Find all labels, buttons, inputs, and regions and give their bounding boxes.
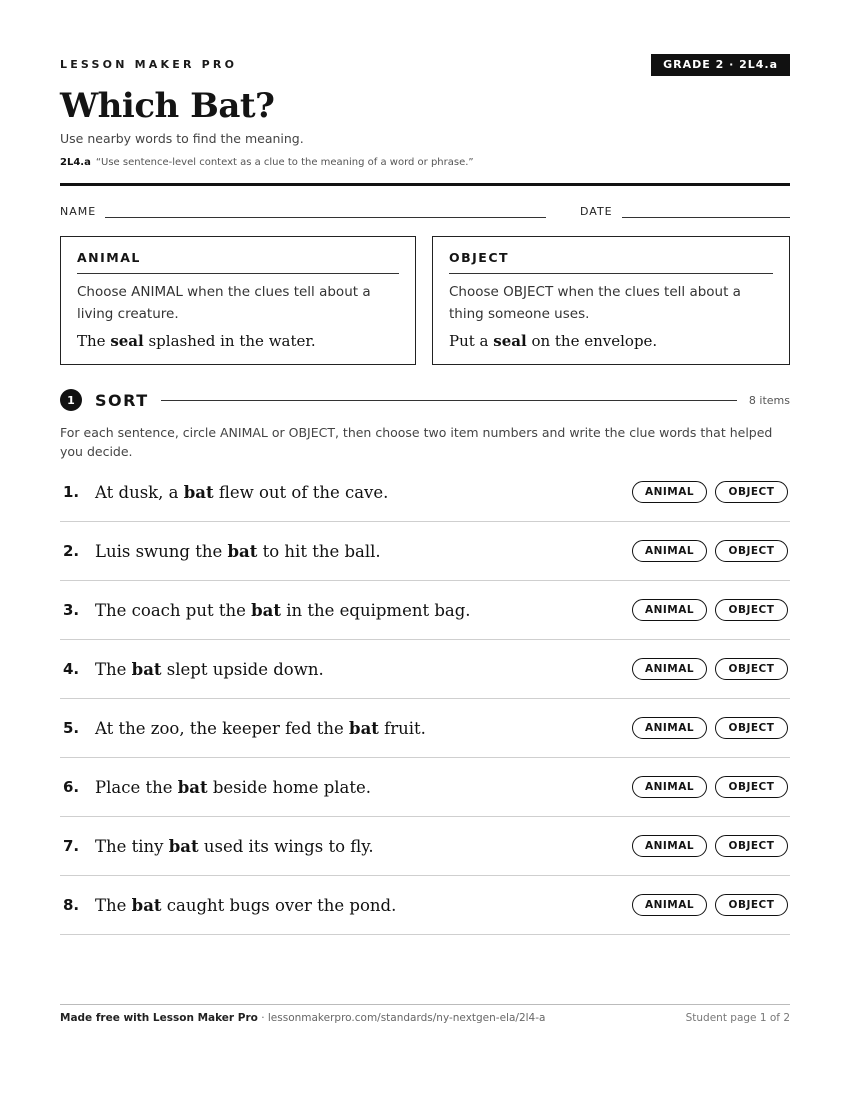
- object-choice[interactable]: OBJECT: [715, 599, 788, 621]
- section-header: [60, 388, 790, 412]
- item-number: 4.: [63, 660, 80, 678]
- list-item: [60, 640, 790, 699]
- animal-choice[interactable]: ANIMAL: [632, 776, 707, 798]
- item-sentence: Luis swung the bat to hit the ball.: [95, 541, 381, 561]
- list-item: [60, 758, 790, 817]
- footer-divider: [60, 1004, 790, 1005]
- section-instructions: For each sentence, circle ANIMAL or OBJECT, then choose two item numbers and write the clue words that helped you decide.: [60, 425, 773, 459]
- example-target-word: seal: [493, 332, 527, 350]
- item-sentence: At the zoo, the keeper fed the bat fruit.: [95, 718, 426, 738]
- object-choice[interactable]: OBJECT: [715, 658, 788, 680]
- list-item: [60, 463, 790, 522]
- standard-code: 2L4.a: [60, 157, 91, 168]
- item-sentence: The tiny bat used its wings to fly.: [95, 836, 374, 856]
- animal-choice[interactable]: ANIMAL: [632, 540, 707, 562]
- animal-choice[interactable]: ANIMAL: [632, 894, 707, 916]
- example-target-word: seal: [110, 332, 144, 350]
- card-example: Put a seal on the envelope.: [449, 332, 658, 350]
- target-word: bat: [251, 600, 281, 620]
- footer-made: Made free with Lesson Maker Pro: [60, 1012, 258, 1024]
- item-number: 2.: [63, 542, 80, 560]
- list-item: [60, 876, 790, 935]
- target-word: bat: [168, 836, 199, 856]
- target-word: bat: [183, 482, 214, 502]
- item-sentence: The bat caught bugs over the pond.: [95, 895, 397, 915]
- target-word: bat: [177, 777, 208, 797]
- object-choice[interactable]: OBJECT: [715, 835, 788, 857]
- date-line[interactable]: [622, 207, 790, 218]
- list-item: [60, 817, 790, 876]
- item-sentence: The bat slept upside down.: [95, 659, 324, 679]
- item-number: 3.: [63, 601, 80, 619]
- target-word: bat: [227, 541, 258, 561]
- section-number: 1: [60, 389, 82, 411]
- card-example: The seal splashed in the water.: [77, 332, 316, 350]
- date-field[interactable]: [580, 205, 790, 218]
- brand-name: LESSON MAKER PRO: [60, 58, 238, 71]
- page-subtitle: Use nearby words to find the meaning.: [60, 131, 304, 146]
- list-item: [60, 522, 790, 581]
- item-list: [60, 463, 790, 935]
- date-label: DATE: [580, 205, 613, 218]
- animal-choice[interactable]: ANIMAL: [632, 835, 707, 857]
- name-label: NAME: [60, 205, 97, 218]
- list-item: [60, 581, 790, 640]
- header-divider: [60, 183, 790, 186]
- item-number: 7.: [63, 837, 80, 855]
- animal-choice[interactable]: ANIMAL: [632, 481, 707, 503]
- object-card: [432, 236, 790, 365]
- item-number: 1.: [63, 483, 80, 501]
- object-choice[interactable]: OBJECT: [715, 894, 788, 916]
- item-sentence: At dusk, a bat flew out of the cave.: [95, 482, 389, 502]
- card-description: Choose ANIMAL when the clues tell about a living creature.: [77, 284, 371, 322]
- grade-badge: GRADE 2 · 2L4.a: [651, 54, 790, 76]
- item-count: 8 items: [748, 393, 790, 407]
- target-word: bat: [131, 659, 162, 679]
- animal-choice[interactable]: ANIMAL: [632, 599, 707, 621]
- list-item: [60, 699, 790, 758]
- card-description: Choose OBJECT when the clues tell about a thing someone uses.: [449, 284, 741, 322]
- card-heading: ANIMAL: [77, 237, 399, 274]
- item-number: 8.: [63, 896, 80, 914]
- item-number: 6.: [63, 778, 80, 796]
- item-sentence: The coach put the bat in the equipment bag.: [95, 600, 471, 620]
- item-number: 5.: [63, 719, 80, 737]
- section-title: SORT: [95, 390, 149, 410]
- footer-url[interactable]: · lessonmakerpro.com/standards/ny-nextgen-ela/2l4-a: [257, 1012, 546, 1024]
- page-indicator: Student page 1 of 2: [685, 1012, 790, 1024]
- target-word: bat: [349, 718, 379, 738]
- object-choice[interactable]: OBJECT: [715, 481, 788, 503]
- animal-card: [60, 236, 416, 365]
- object-choice[interactable]: OBJECT: [715, 540, 788, 562]
- section-divider: [161, 400, 737, 401]
- animal-choice[interactable]: ANIMAL: [632, 717, 707, 739]
- card-heading: OBJECT: [449, 237, 773, 274]
- animal-choice[interactable]: ANIMAL: [632, 658, 707, 680]
- name-field[interactable]: [60, 205, 546, 218]
- standard-text: “Use sentence-level context as a clue to the meaning of a word or phrase.”: [95, 157, 474, 168]
- name-line[interactable]: [105, 207, 546, 218]
- object-choice[interactable]: OBJECT: [715, 776, 788, 798]
- item-sentence: Place the bat beside home plate.: [95, 777, 372, 797]
- standard-line: [60, 157, 474, 168]
- footer-credit: [60, 1012, 545, 1024]
- object-choice[interactable]: OBJECT: [715, 717, 788, 739]
- target-word: bat: [131, 895, 162, 915]
- page-title: Which Bat?: [60, 86, 275, 126]
